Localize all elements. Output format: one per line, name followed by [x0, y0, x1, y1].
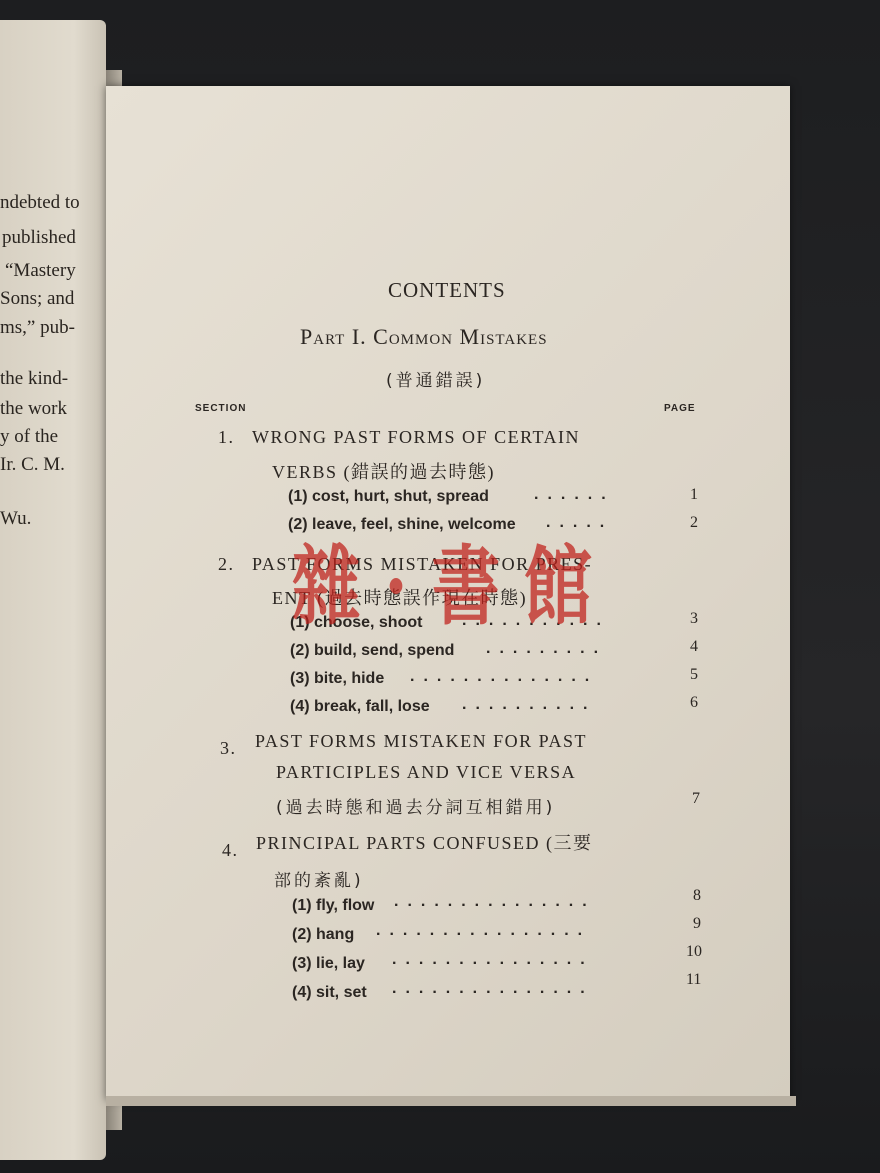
section-column-header: SECTION [195, 403, 247, 414]
page-column-header: PAGE [664, 403, 696, 414]
left-page-line: y of the [0, 426, 59, 447]
dot-leader: .............. [410, 668, 599, 685]
left-page-line: Sons; and [0, 288, 75, 309]
section-number: 3. [220, 738, 237, 758]
dot-leader: ......... [486, 640, 608, 657]
toc-item: (3) bite, hide [290, 670, 385, 687]
toc-item: (1) fly, flow [292, 897, 375, 914]
left-page-line: “Mastery [5, 260, 76, 281]
toc-item: (1) choose, shoot [290, 614, 423, 631]
dot-leader: ............... [392, 951, 594, 968]
toc-item: (2) hang [292, 926, 355, 943]
part-chinese-title: (普通錯誤) [386, 371, 486, 391]
left-page [0, 20, 106, 1160]
page-number: 7 [692, 790, 700, 807]
section-number: 2. [218, 554, 235, 574]
page-number: 8 [693, 887, 701, 904]
section-number: 1. [218, 427, 235, 447]
part-title: Part I. Common Mistakes [300, 324, 548, 349]
page-number: 9 [693, 915, 701, 932]
section-number: 4. [222, 840, 239, 860]
page-number: 11 [686, 971, 702, 988]
section-title: WRONG PAST FORMS OF CERTAIN [252, 427, 581, 447]
seal-glyph: 雜 · 書 館 [292, 536, 592, 637]
page-number: 10 [686, 943, 702, 960]
toc-item: (3) lie, lay [292, 955, 365, 972]
left-page-line: Ir. C. M. [0, 454, 65, 475]
left-page-line: Wu. [0, 508, 32, 529]
contents-title: CONTENTS [388, 278, 506, 302]
left-page-line: the kind- [0, 368, 69, 389]
section-title: PARTICIPLES AND VICE VERSA [276, 762, 577, 782]
section-title: VERBS (錯誤的過去時態) [272, 462, 496, 482]
dot-leader: .......... [462, 696, 597, 713]
toc-item: (1) cost, hurt, shut, spread [288, 488, 489, 505]
toc-item: (4) break, fall, lose [290, 698, 430, 715]
page-number: 6 [690, 694, 698, 711]
section-title: PAST FORMS MISTAKEN FOR PAST [255, 731, 588, 751]
section-title: PRINCIPAL PARTS CONFUSED (三要 [256, 833, 593, 853]
dot-leader: ........... [462, 612, 610, 629]
red-seal-watermark [284, 528, 604, 638]
dot-leader: ...... [534, 486, 615, 503]
page-number: 5 [690, 666, 698, 683]
left-page-line: ms,” pub- [0, 317, 75, 338]
page-number: 3 [690, 610, 698, 627]
page-number: 4 [690, 638, 698, 655]
section-title: 部的紊亂) [274, 871, 364, 891]
dot-leader: ..... [546, 514, 614, 531]
toc-item: (2) leave, feel, shine, welcome [288, 516, 516, 533]
toc-item: (2) build, send, spend [290, 642, 455, 659]
left-page-line: ndebted to [0, 192, 80, 213]
page-number: 1 [690, 486, 698, 503]
toc-item: (4) sit, set [292, 984, 367, 1001]
dot-leader: ............... [392, 980, 594, 997]
dot-leader: ............... [394, 893, 596, 910]
left-page-line: published [2, 227, 76, 248]
page-number: 2 [690, 514, 698, 531]
section-title: ENT (過去時態誤作現在時態) [272, 588, 528, 608]
section-title: PAST FORMS MISTAKEN FOR PRES- [252, 554, 593, 574]
dot-leader: ................ [376, 922, 592, 939]
page-edge [106, 1096, 796, 1106]
left-page-line: the work [0, 398, 68, 419]
section-title: (過去時態和過去分詞互相錯用) [276, 798, 556, 818]
